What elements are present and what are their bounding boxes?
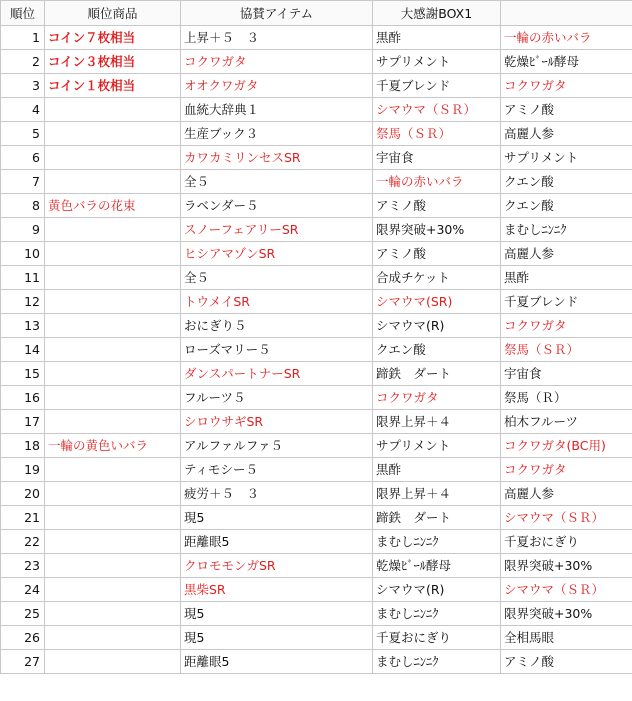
table-row [1, 386, 632, 410]
box1-cell: 乾燥ﾋﾞｰﾙ酵母 [373, 554, 501, 578]
table-row [1, 170, 632, 194]
sponsor-cell: おにぎり５ [181, 314, 373, 338]
sponsor-cell: カワカミリンセスSR [181, 146, 373, 170]
prize-cell [45, 386, 181, 410]
box1-cell: シマウマ(SR) [373, 290, 501, 314]
prize-cell [45, 170, 181, 194]
box2-cell: コクワガタ [501, 74, 632, 98]
table-row [1, 506, 632, 530]
sponsor-cell: トウメイSR [181, 290, 373, 314]
rank-cell: 19 [1, 458, 45, 482]
table-row [1, 26, 632, 50]
prize-cell [45, 578, 181, 602]
table-row [1, 482, 632, 506]
prize-cell [45, 602, 181, 626]
prize-cell [45, 506, 181, 530]
sponsor-cell: アルファルファ５ [181, 434, 373, 458]
rank-cell: 10 [1, 242, 45, 266]
table-row [1, 458, 632, 482]
header-box1: 大感謝BOX1 [373, 1, 501, 26]
rank-cell: 20 [1, 482, 45, 506]
box1-cell: シマウマ(R) [373, 314, 501, 338]
rank-cell: 2 [1, 50, 45, 74]
box1-cell: まむしﾆﾝﾆｸ [373, 602, 501, 626]
box2-cell: 宇宙食 [501, 362, 632, 386]
box2-cell: 高麗人参 [501, 122, 632, 146]
prize-cell [45, 266, 181, 290]
prize-cell [45, 146, 181, 170]
table-row [1, 578, 632, 602]
box2-cell: 祭馬（Ｒ） [501, 386, 632, 410]
prize-cell [45, 458, 181, 482]
rank-cell: 27 [1, 650, 45, 674]
rank-cell: 23 [1, 554, 45, 578]
table-row [1, 554, 632, 578]
box1-cell: まむしﾆﾝﾆｸ [373, 530, 501, 554]
box1-cell: アミノ酸 [373, 194, 501, 218]
header-prize: 順位商品 [45, 1, 181, 26]
prize-cell [45, 242, 181, 266]
rank-cell: 17 [1, 410, 45, 434]
rank-cell: 18 [1, 434, 45, 458]
sponsor-cell: 血統大辞典１ [181, 98, 373, 122]
box2-cell: アミノ酸 [501, 650, 632, 674]
rank-cell: 25 [1, 602, 45, 626]
box2-cell: コクワガタ [501, 314, 632, 338]
box2-cell: 限界突破+30% [501, 602, 632, 626]
box1-cell: 限界上昇＋４ [373, 410, 501, 434]
table-row [1, 290, 632, 314]
box1-cell: 蹄鉄 ダート [373, 506, 501, 530]
box2-cell: クエン酸 [501, 194, 632, 218]
table-body [1, 26, 632, 674]
sponsor-cell: ローズマリー５ [181, 338, 373, 362]
table-row [1, 74, 632, 98]
prize-cell [45, 98, 181, 122]
rank-cell: 15 [1, 362, 45, 386]
sponsor-cell: 距離眼5 [181, 650, 373, 674]
box2-cell: シマウマ（ＳＲ） [501, 578, 632, 602]
header-sponsor: 協賛アイテム [181, 1, 373, 26]
box1-cell: サプリメント [373, 434, 501, 458]
prize-cell [45, 362, 181, 386]
header-box2 [501, 1, 632, 26]
prize-cell [45, 290, 181, 314]
sponsor-cell: 現5 [181, 506, 373, 530]
box2-cell: 乾燥ﾋﾞｰﾙ酵母 [501, 50, 632, 74]
box1-cell: シマウマ（ＳＲ） [373, 98, 501, 122]
box2-cell: 柏木フルーツ [501, 410, 632, 434]
sponsor-cell: シロウサギSR [181, 410, 373, 434]
sponsor-cell: ティモシー５ [181, 458, 373, 482]
box1-cell: 千夏ブレンド [373, 74, 501, 98]
rank-cell: 22 [1, 530, 45, 554]
rank-cell: 11 [1, 266, 45, 290]
table-row [1, 434, 632, 458]
box1-cell: アミノ酸 [373, 242, 501, 266]
rank-cell: 12 [1, 290, 45, 314]
sponsor-cell: 現5 [181, 626, 373, 650]
sponsor-cell: ラベンダー５ [181, 194, 373, 218]
rank-cell: 9 [1, 218, 45, 242]
header-rank: 順位 [1, 1, 45, 26]
table-row [1, 98, 632, 122]
prize-cell [45, 122, 181, 146]
rank-cell: 13 [1, 314, 45, 338]
box2-cell: コクワガタ(BC用) [501, 434, 632, 458]
table-row [1, 626, 632, 650]
sponsor-cell: 全５ [181, 266, 373, 290]
table-row [1, 338, 632, 362]
box1-cell: 合成チケット [373, 266, 501, 290]
box1-cell: 黒酢 [373, 458, 501, 482]
box2-cell: サプリメント [501, 146, 632, 170]
box1-cell: コクワガタ [373, 386, 501, 410]
header-row [1, 1, 632, 26]
box2-cell: クエン酸 [501, 170, 632, 194]
table-row [1, 314, 632, 338]
box1-cell: 宇宙食 [373, 146, 501, 170]
box1-cell: 一輪の赤いバラ [373, 170, 501, 194]
prize-cell [45, 482, 181, 506]
rank-cell: 7 [1, 170, 45, 194]
box2-cell: シマウマ（ＳＲ） [501, 506, 632, 530]
sponsor-cell: オオクワガタ [181, 74, 373, 98]
table-row [1, 50, 632, 74]
sponsor-cell: スノーフェアリーSR [181, 218, 373, 242]
rank-cell: 8 [1, 194, 45, 218]
table-row [1, 266, 632, 290]
box2-cell: 全相馬眼 [501, 626, 632, 650]
table-row [1, 530, 632, 554]
sponsor-cell: コクワガタ [181, 50, 373, 74]
prize-cell [45, 530, 181, 554]
prize-cell: 一輪の黄色いバラ [45, 434, 181, 458]
sponsor-cell: クロモモンガSR [181, 554, 373, 578]
rank-cell: 3 [1, 74, 45, 98]
rank-cell: 1 [1, 26, 45, 50]
sponsor-cell: 上昇＋５ ３ [181, 26, 373, 50]
sponsor-cell: 全５ [181, 170, 373, 194]
box2-cell: 黒酢 [501, 266, 632, 290]
sponsor-cell: 黒柴SR [181, 578, 373, 602]
box1-cell: 限界上昇＋４ [373, 482, 501, 506]
sponsor-cell: 疲労＋５ ３ [181, 482, 373, 506]
box2-cell: 限界突破+30% [501, 554, 632, 578]
table-row [1, 602, 632, 626]
box2-cell: 一輪の赤いバラ [501, 26, 632, 50]
box1-cell: サプリメント [373, 50, 501, 74]
table-row [1, 410, 632, 434]
rank-cell: 26 [1, 626, 45, 650]
rank-cell: 16 [1, 386, 45, 410]
table-row [1, 650, 632, 674]
sponsor-cell: ダンスパートナーSR [181, 362, 373, 386]
box1-cell: 限界突破+30% [373, 218, 501, 242]
prize-cell: コイン３枚相当 [45, 50, 181, 74]
rank-cell: 14 [1, 338, 45, 362]
sponsor-cell: フルーツ５ [181, 386, 373, 410]
sponsor-cell: 距離眼5 [181, 530, 373, 554]
rank-cell: 5 [1, 122, 45, 146]
rank-cell: 21 [1, 506, 45, 530]
box1-cell: クエン酸 [373, 338, 501, 362]
box1-cell: 蹄鉄 ダート [373, 362, 501, 386]
prize-cell [45, 338, 181, 362]
table-row [1, 122, 632, 146]
prize-cell: コイン１枚相当 [45, 74, 181, 98]
prize-cell [45, 218, 181, 242]
prize-cell: 黄色バラの花束 [45, 194, 181, 218]
sponsor-cell: 生産ブック３ [181, 122, 373, 146]
sponsor-cell: ヒシアマゾンSR [181, 242, 373, 266]
box2-cell: アミノ酸 [501, 98, 632, 122]
table-row [1, 218, 632, 242]
table-row [1, 194, 632, 218]
box2-cell: まむしﾆﾝﾆｸ [501, 218, 632, 242]
rank-cell: 6 [1, 146, 45, 170]
box1-cell: 千夏おにぎり [373, 626, 501, 650]
box1-cell: シマウマ(R) [373, 578, 501, 602]
table-row [1, 242, 632, 266]
prize-cell [45, 626, 181, 650]
box1-cell: 黒酢 [373, 26, 501, 50]
box2-cell: 千夏おにぎり [501, 530, 632, 554]
prize-cell [45, 314, 181, 338]
prize-cell [45, 410, 181, 434]
rank-cell: 24 [1, 578, 45, 602]
box2-cell: コクワガタ [501, 458, 632, 482]
box1-cell: まむしﾆﾝﾆｸ [373, 650, 501, 674]
prize-cell [45, 650, 181, 674]
prize-cell: コイン７枚相当 [45, 26, 181, 50]
box2-cell: 高麗人参 [501, 242, 632, 266]
box2-cell: 千夏ブレンド [501, 290, 632, 314]
sponsor-cell: 現5 [181, 602, 373, 626]
box2-cell: 祭馬（ＳＲ） [501, 338, 632, 362]
table-row [1, 362, 632, 386]
rank-cell: 4 [1, 98, 45, 122]
prize-cell [45, 554, 181, 578]
box1-cell: 祭馬（ＳＲ） [373, 122, 501, 146]
table-row [1, 146, 632, 170]
box2-cell: 高麗人参 [501, 482, 632, 506]
